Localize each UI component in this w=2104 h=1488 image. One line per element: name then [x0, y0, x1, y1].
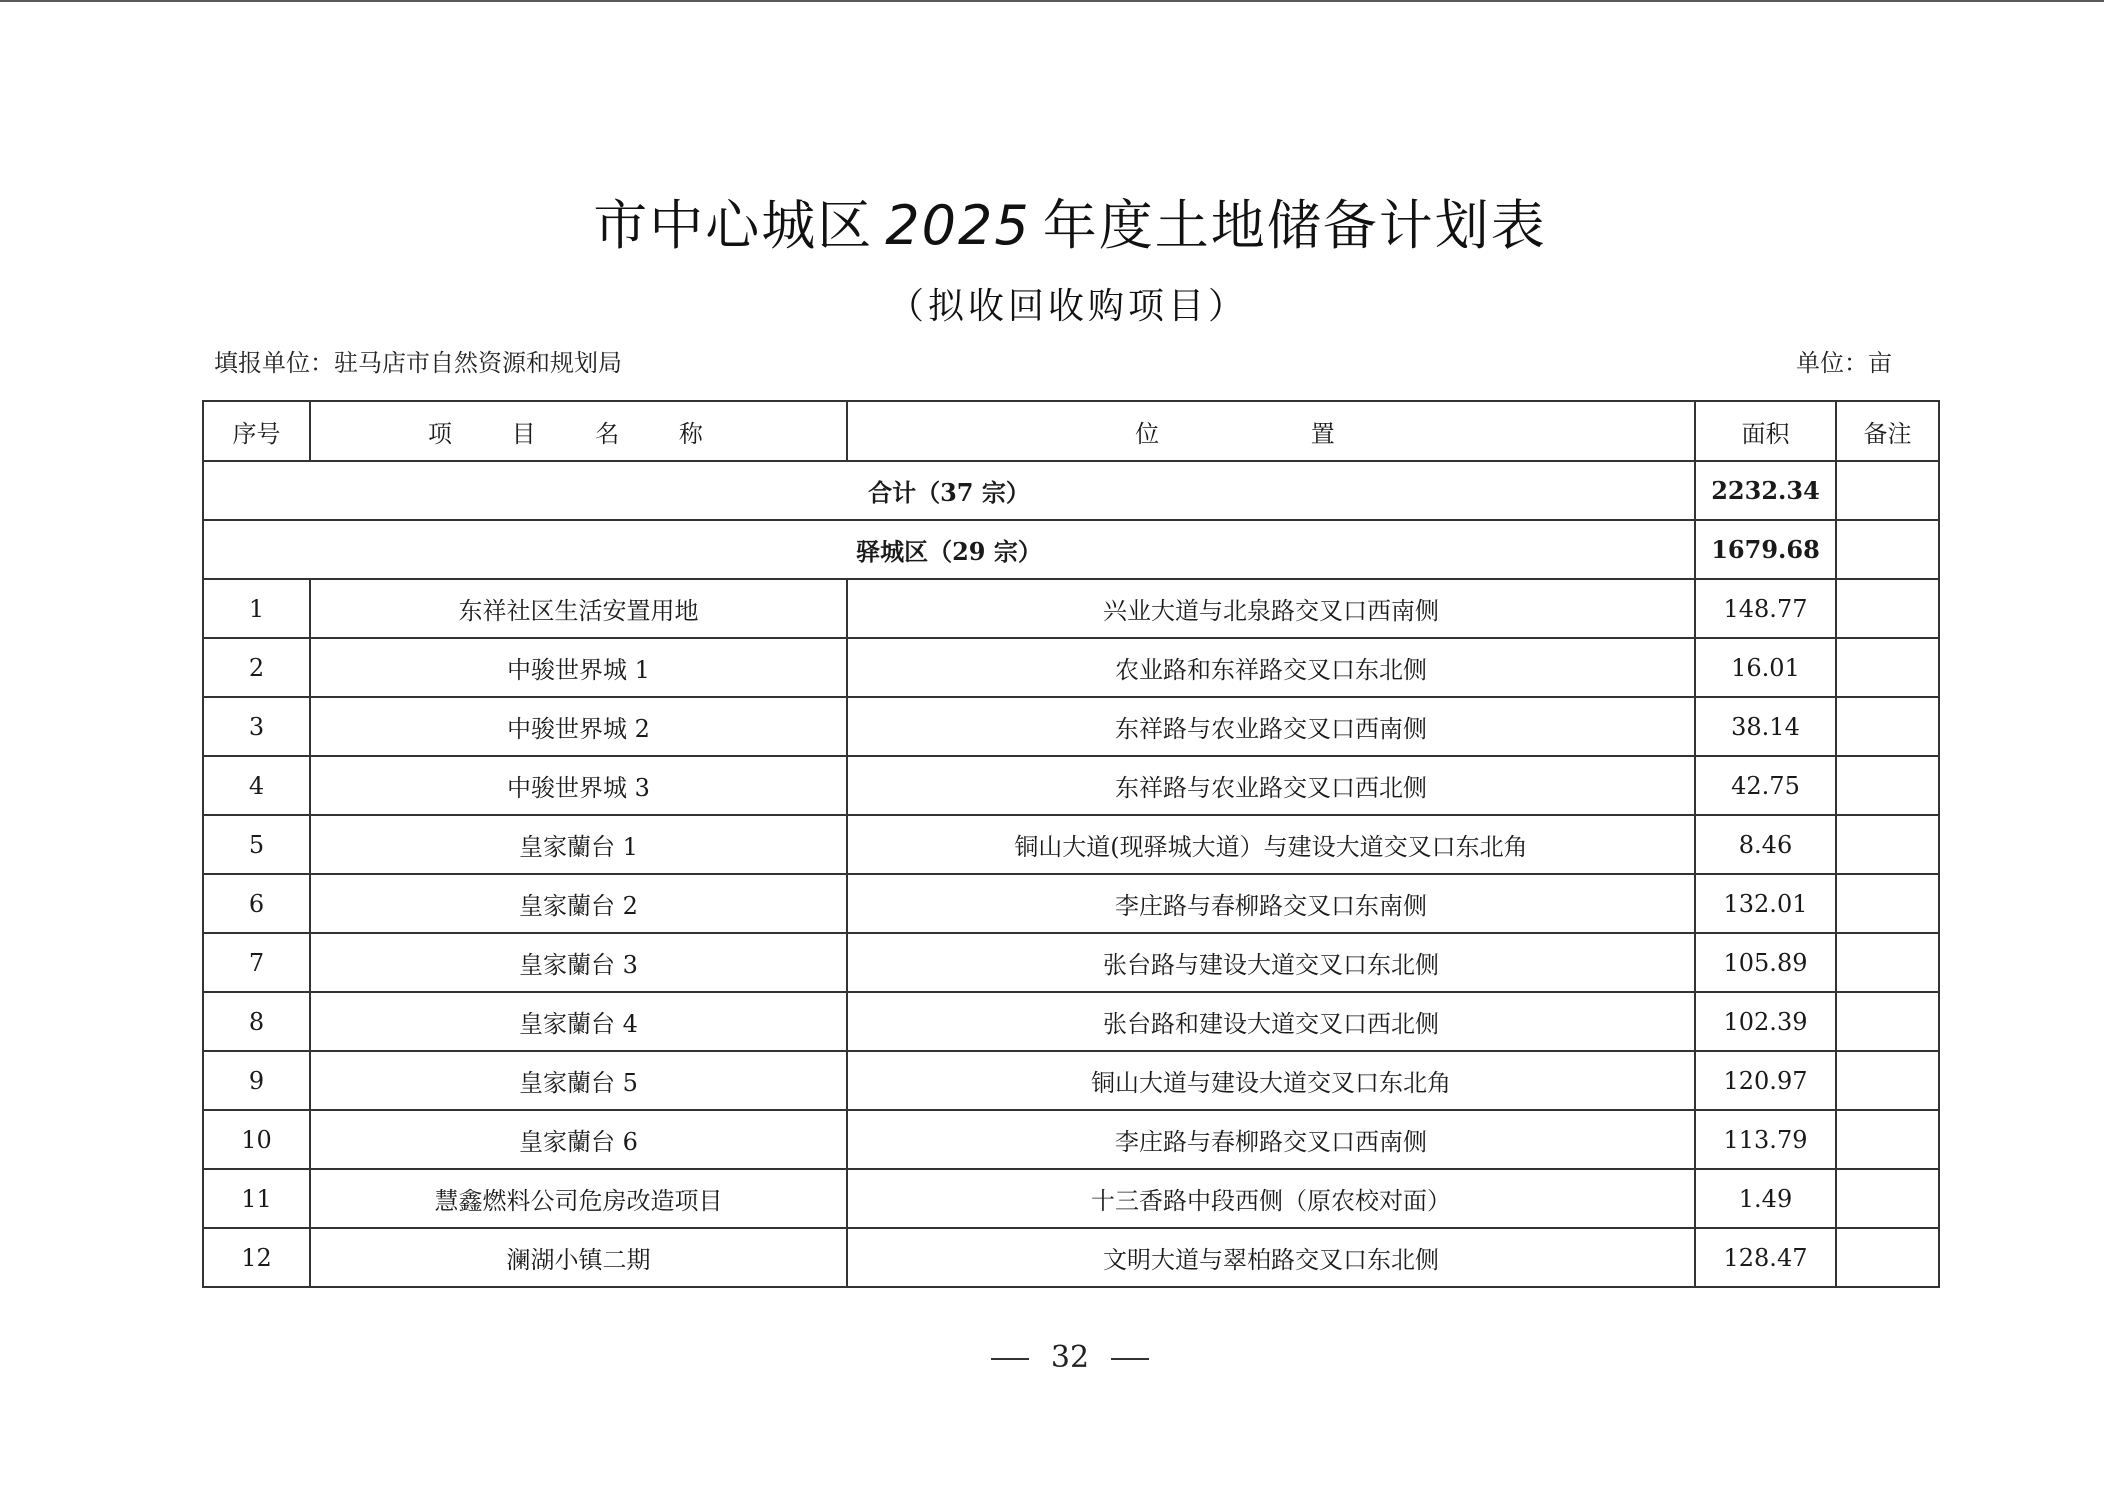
cell-location: 张台路与建设大道交叉口东北侧 — [847, 933, 1695, 992]
reporting-unit: 填报单位：驻马店市自然资源和规划局 — [214, 349, 622, 377]
page-footer — [0, 1338, 2104, 1378]
cell-name: 澜湖小镇二期 — [310, 1228, 847, 1287]
cell-name: 皇家蘭台 5 — [310, 1051, 847, 1110]
cell-location: 兴业大道与北泉路交叉口西南侧 — [847, 579, 1695, 638]
footer-dash-right — [1111, 1358, 1149, 1360]
cell-name: 中骏世界城 2 — [310, 697, 847, 756]
district-row — [203, 520, 1939, 579]
cell-remark — [1836, 874, 1939, 933]
top-border-line — [0, 0, 2104, 2]
cell-seq: 2 — [203, 638, 310, 697]
cell-seq: 12 — [203, 1228, 310, 1287]
cell-location: 李庄路与春柳路交叉口西南侧 — [847, 1110, 1695, 1169]
cell-seq: 7 — [203, 933, 310, 992]
cell-seq: 1 — [203, 579, 310, 638]
page-subtitle: （拟收回收购项目） — [887, 286, 1248, 327]
cell-seq: 5 — [203, 815, 310, 874]
cell-area: 120.97 — [1695, 1051, 1836, 1110]
footer-dash-left — [991, 1358, 1029, 1360]
cell-location: 张台路和建设大道交叉口西北侧 — [847, 992, 1695, 1051]
total-area: 2232.34 — [1695, 461, 1836, 520]
header-location: 位 置 — [847, 401, 1695, 461]
district-label: 驿城区（29 宗） — [203, 520, 1695, 579]
cell-location: 十三香路中段西侧（原农校对面） — [847, 1169, 1695, 1228]
cell-remark — [1836, 933, 1939, 992]
cell-location: 文明大道与翠柏路交叉口东北侧 — [847, 1228, 1695, 1287]
district-area: 1679.68 — [1695, 520, 1836, 579]
cell-area: 1.49 — [1695, 1169, 1836, 1228]
cell-seq: 10 — [203, 1110, 310, 1169]
table-row — [203, 579, 1939, 638]
table-row — [203, 756, 1939, 815]
cell-seq: 6 — [203, 874, 310, 933]
table-row — [203, 1228, 1939, 1287]
cell-remark — [1836, 1051, 1939, 1110]
total-remark — [1836, 461, 1939, 520]
cell-remark — [1836, 638, 1939, 697]
cell-seq: 4 — [203, 756, 310, 815]
table-row — [203, 697, 1939, 756]
title-year: 2025 — [885, 194, 1031, 257]
cell-area: 113.79 — [1695, 1110, 1836, 1169]
cell-location: 东祥路与农业路交叉口西南侧 — [847, 697, 1695, 756]
table-row — [203, 1051, 1939, 1110]
cell-remark — [1836, 697, 1939, 756]
cell-seq: 3 — [203, 697, 310, 756]
header-area: 面积 — [1695, 401, 1836, 461]
page-number: 32 — [1050, 1340, 1090, 1375]
cell-area: 148.77 — [1695, 579, 1836, 638]
header-name: 项 目 名 称 — [310, 401, 847, 461]
cell-location: 铜山大道(现驿城大道）与建设大道交叉口东北角 — [847, 815, 1695, 874]
cell-location: 农业路和东祥路交叉口东北侧 — [847, 638, 1695, 697]
total-label: 合计（37 宗） — [203, 461, 1695, 520]
table-row — [203, 815, 1939, 874]
cell-name: 皇家蘭台 6 — [310, 1110, 847, 1169]
table-row — [203, 1169, 1939, 1228]
title-prefix: 市中心城区 — [593, 194, 874, 257]
cell-seq: 8 — [203, 992, 310, 1051]
cell-area: 132.01 — [1695, 874, 1836, 933]
table-row — [203, 1110, 1939, 1169]
cell-remark — [1836, 1110, 1939, 1169]
district-remark — [1836, 520, 1939, 579]
cell-seq: 11 — [203, 1169, 310, 1228]
cell-remark — [1836, 992, 1939, 1051]
cell-name: 中骏世界城 1 — [310, 638, 847, 697]
cell-location: 李庄路与春柳路交叉口东南侧 — [847, 874, 1695, 933]
cell-seq: 9 — [203, 1051, 310, 1110]
cell-name: 东祥社区生活安置用地 — [310, 579, 847, 638]
table-header-row — [203, 401, 1939, 461]
cell-name: 皇家蘭台 2 — [310, 874, 847, 933]
cell-name: 中骏世界城 3 — [310, 756, 847, 815]
cell-remark — [1836, 1228, 1939, 1287]
measurement-unit: 单位：亩 — [1796, 349, 1892, 377]
cell-remark — [1836, 579, 1939, 638]
cell-name: 皇家蘭台 3 — [310, 933, 847, 992]
cell-remark — [1836, 1169, 1939, 1228]
table-row — [203, 638, 1939, 697]
cell-area: 42.75 — [1695, 756, 1836, 815]
cell-area: 16.01 — [1695, 638, 1836, 697]
cell-area: 38.14 — [1695, 697, 1836, 756]
header-seq: 序号 — [203, 401, 310, 461]
cell-name: 慧鑫燃料公司危房改造项目 — [310, 1169, 847, 1228]
title-suffix: 年度土地储备计划表 — [1042, 194, 1547, 257]
cell-name: 皇家蘭台 1 — [310, 815, 847, 874]
cell-area: 102.39 — [1695, 992, 1836, 1051]
table-row — [203, 992, 1939, 1051]
page-title — [0, 190, 2104, 262]
cell-remark — [1836, 815, 1939, 874]
cell-area: 105.89 — [1695, 933, 1836, 992]
total-row — [203, 461, 1939, 520]
cell-area: 8.46 — [1695, 815, 1836, 874]
header-remark: 备注 — [1836, 401, 1939, 461]
cell-location: 东祥路与农业路交叉口西北侧 — [847, 756, 1695, 815]
cell-name: 皇家蘭台 4 — [310, 992, 847, 1051]
land-reserve-table — [202, 400, 1940, 1288]
cell-area: 128.47 — [1695, 1228, 1836, 1287]
cell-location: 铜山大道与建设大道交叉口东北角 — [847, 1051, 1695, 1110]
table-row — [203, 874, 1939, 933]
cell-remark — [1836, 756, 1939, 815]
table-row — [203, 933, 1939, 992]
